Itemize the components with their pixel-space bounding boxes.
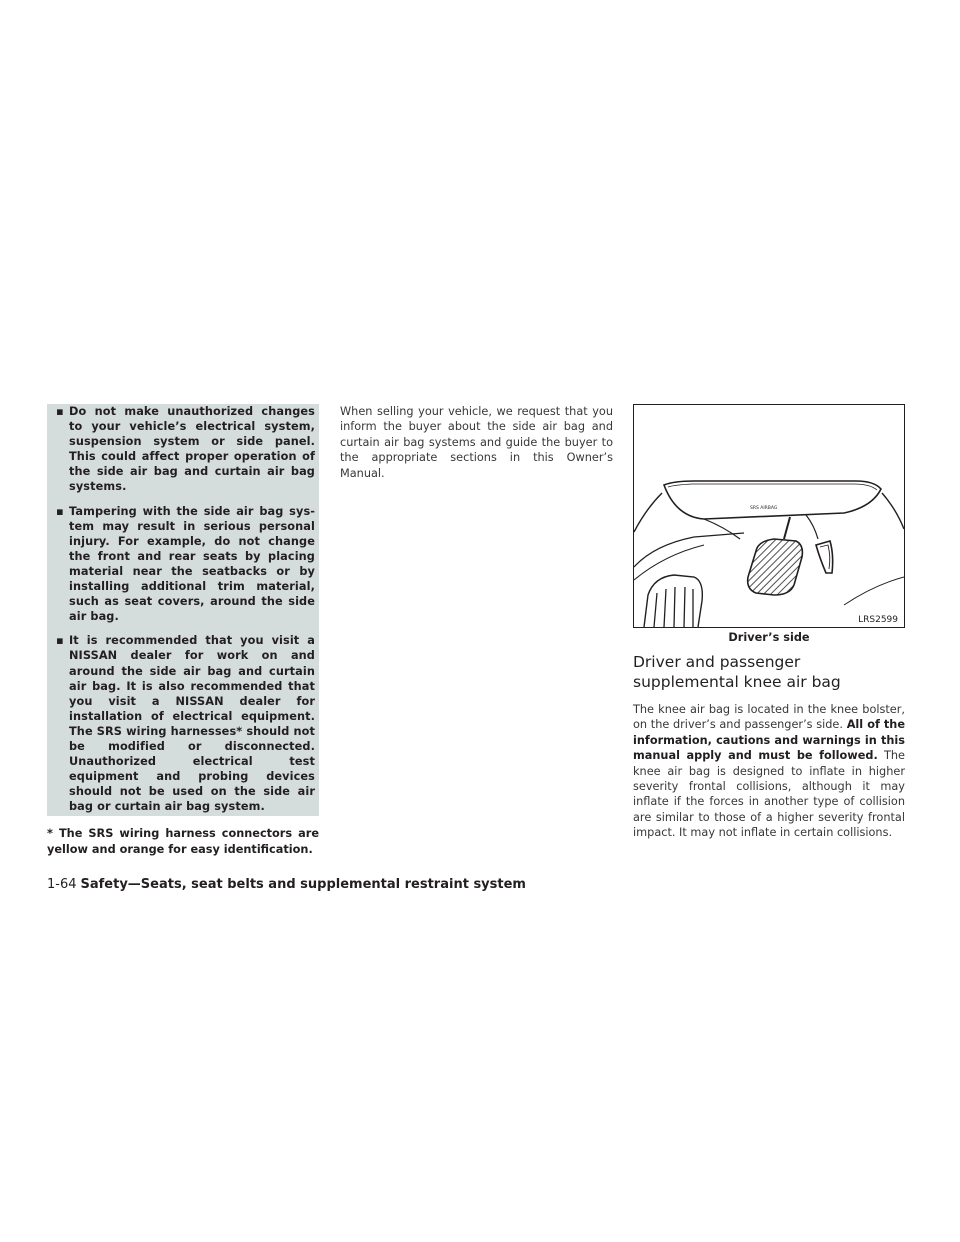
- page-number: 1-64: [47, 877, 77, 892]
- chapter-title: Safety—Seats, seat belts and supplemental restraint system: [80, 877, 526, 892]
- figure-caption: Driver’s side: [728, 631, 810, 644]
- driver-footwell-drawing: [634, 405, 904, 627]
- bullet-marker: ▪: [56, 504, 64, 518]
- right-column: [633, 404, 905, 841]
- warning-box: [47, 404, 319, 816]
- middle-column: [340, 404, 613, 481]
- warning-bullet: ▪ Tampering with the side air bag system may result in serious personal injury. For example, do not change the front and rear seats by placing material near the seatbacks or by installing additional trim material, such as seat covers, around the side air bag.: [56, 504, 315, 624]
- left-column: [47, 404, 319, 857]
- warning-bullet: ▪ It is recommended that you visit a NISSAN dealer for work on and around the side air bag and curtain air bag. It is also recommended that you visit a NISSAN dealer for installation of electrical equipment. The SRS wiring harnesses* should not be modified or disconnected. Unauthorized electrical test equipment and probing devices should not be used on the side air bag or curtain air bag system.: [56, 634, 315, 814]
- selling-vehicle-paragraph: When selling your vehicle, we request that you inform the buyer about the side air bag and curtain air bag systems and guide the buyer to the appropriate sections in this Owner’s Manual.: [340, 405, 613, 480]
- srs-airbag-label: SRS AIRBAG: [750, 506, 778, 511]
- figure-id: LRS2599: [858, 615, 898, 625]
- page-footer: [47, 877, 526, 892]
- warning-bullet: ▪ Do not make unauthorized changes to your vehicle’s electrical system, suspension system or side panel. This could affect proper operation of the side air bag and curtain air bag systems.: [56, 405, 315, 494]
- bold-instruction: All of the information, cautions and warnings in this manual apply and must be followed.: [633, 718, 906, 763]
- section-title: Driver and passenger supplemental knee air bag: [633, 653, 841, 691]
- knee-airbag-paragraph: The knee air bag is located in the knee bolster, on the driver’s and passenger’s side. All of the information, cautions and warnings in this manual apply and must be followed. The knee air bag is designed to inflate in higher severity frontal collisions, although it may inflate if the forces in another type of collision are similar to those of a higher severity frontal impact. It may not inflate in certain collisions.: [633, 703, 906, 840]
- bullet-marker: ▪: [56, 634, 64, 648]
- footnote: * The SRS wiring harness connectors are yellow and orange for easy identification.: [47, 827, 319, 856]
- knee-airbag-illustration: [633, 404, 905, 628]
- bullet-marker: ▪: [56, 405, 64, 418]
